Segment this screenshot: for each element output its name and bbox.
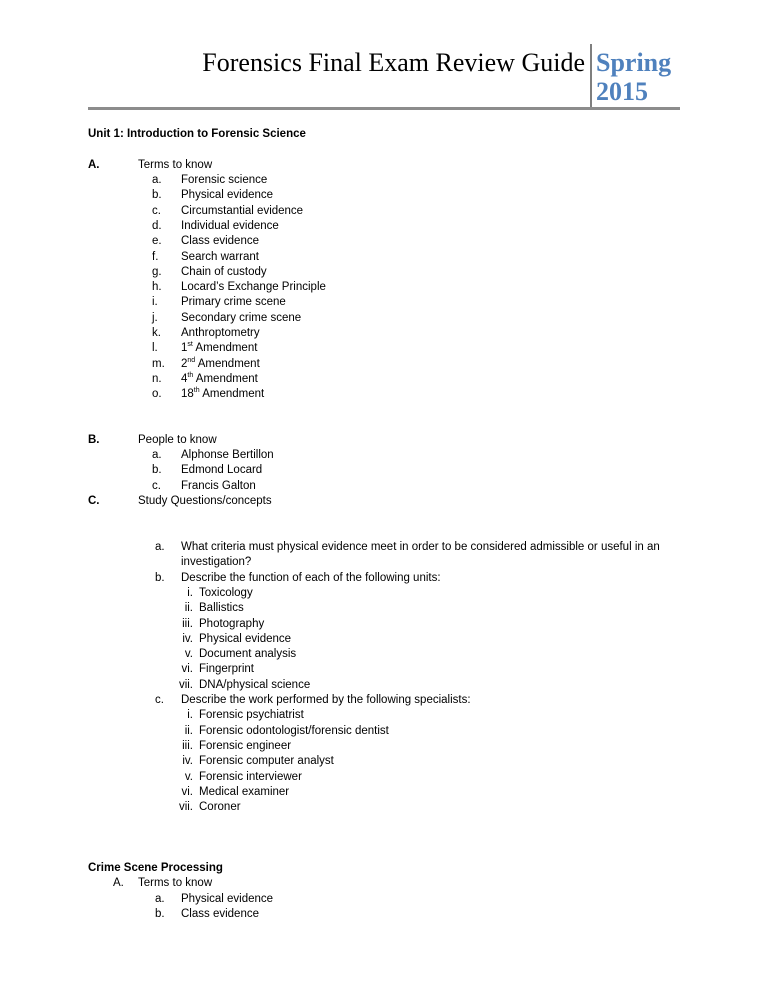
header-year: 2015 [596, 77, 648, 106]
question-marker: c. [155, 694, 164, 706]
question-subitem-marker: iii. [182, 739, 193, 752]
term-item-marker: i. [152, 296, 158, 309]
term-item-marker: b. [152, 189, 162, 202]
term-item: Primary crime scene [181, 296, 286, 309]
question-subitem-marker: iii. [182, 617, 193, 630]
term-item-rest: Amendment [199, 388, 265, 401]
section-label: Terms to know [138, 877, 213, 889]
term-item-marker: m. [152, 357, 165, 370]
header-season: Spring [596, 48, 672, 77]
question-subitem: DNA/physical science [199, 678, 311, 691]
question-subitem: Fingerprint [199, 663, 254, 676]
term-item-sup: nd [187, 356, 196, 364]
term-item-text: 1 [181, 342, 188, 355]
term-item: Class evidence [181, 908, 259, 921]
question-subitem: Forensic computer analyst [199, 755, 334, 768]
question-subitem: Ballistics [199, 602, 244, 615]
section-heading: Crime Scene Processing [88, 862, 223, 874]
person-item: Francis Galton [181, 479, 256, 492]
term-item-rest: Amendment [193, 372, 258, 385]
question-subitem: Physical evidence [199, 632, 292, 645]
section-label: Terms to know [138, 159, 213, 171]
term-item: Locard’s Exchange Principle [181, 281, 326, 294]
term-item: Physical evidence [181, 189, 274, 202]
question-subitem: Photography [199, 617, 265, 630]
term-item-text: 4 [181, 372, 188, 385]
question-marker: b. [155, 571, 165, 584]
question-subitem-marker: v. [184, 648, 193, 661]
term-item-sup: th [193, 387, 200, 395]
question-subitem: Medical examiner [199, 785, 290, 798]
term-item [181, 341, 257, 355]
person-item-marker: a. [152, 449, 162, 461]
term-item-marker: b. [155, 908, 165, 921]
question-subitem-marker: vi. [181, 785, 193, 798]
question-text: investigation? [181, 556, 252, 569]
question-subitem: Forensic odontologist/forensic dentist [199, 724, 389, 737]
header-divider [590, 44, 592, 109]
question-subitem-marker: vi. [181, 663, 193, 676]
section-label: People to know [138, 434, 217, 446]
term-item-marker: h. [152, 281, 162, 294]
term-item: Individual evidence [181, 219, 279, 232]
question-subitem-marker: iv. [182, 632, 193, 645]
question-subitem-marker: vii. [178, 801, 193, 814]
term-item-rest: Amendment [195, 357, 260, 370]
question-text: Describe the function of each of the following units: [181, 571, 441, 584]
term-item-marker: f. [152, 250, 159, 263]
term-item-sup: th [187, 371, 194, 379]
person-item: Alphonse Bertillon [181, 449, 274, 461]
term-item-marker: c. [152, 204, 161, 217]
term-item-marker: j. [152, 311, 158, 324]
question-subitem: Coroner [199, 801, 241, 814]
term-item [181, 372, 258, 386]
term-item: Anthroptometry [181, 327, 260, 339]
question-subitem-marker: iv. [182, 755, 193, 768]
term-item [181, 387, 264, 401]
term-item: Class evidence [181, 235, 259, 248]
person-item-marker: b. [152, 464, 162, 477]
term-item-marker: l. [152, 342, 158, 355]
question-subitem: Forensic psychiatrist [199, 709, 304, 722]
section-marker: C. [88, 495, 100, 507]
term-item: Search warrant [181, 250, 259, 263]
term-item-marker: n. [152, 372, 162, 385]
term-item [181, 357, 260, 371]
term-item-marker: o. [152, 388, 162, 401]
term-item-marker: a. [155, 893, 165, 905]
unit-heading: Unit 1: Introduction to Forensic Science [88, 128, 306, 140]
term-item-marker: g. [152, 265, 162, 278]
person-item: Edmond Locard [181, 464, 263, 477]
term-item-marker: d. [152, 219, 162, 232]
term-item: Forensic science [181, 174, 268, 186]
section-marker: A. [113, 877, 124, 889]
question-subitem-marker: i. [187, 709, 193, 722]
term-item-text: 2 [181, 357, 188, 370]
question-text: Describe the work performed by the following specialists: [181, 694, 471, 706]
term-item-sup: st [187, 341, 193, 349]
question-subitem: Forensic interviewer [199, 770, 302, 783]
section-label: Study Questions/concepts [138, 495, 272, 507]
question-subitem: Forensic engineer [199, 739, 292, 752]
term-item: Physical evidence [181, 893, 274, 905]
section-marker: B. [88, 434, 100, 446]
term-item: Chain of custody [181, 265, 267, 278]
person-item-marker: c. [152, 479, 161, 492]
term-item: Circumstantial evidence [181, 204, 304, 217]
term-item-marker: e. [152, 235, 162, 248]
question-subitem-marker: v. [184, 770, 193, 783]
term-item-marker: k. [152, 327, 161, 339]
question-subitem-marker: ii. [184, 602, 193, 615]
question-marker: a. [155, 541, 165, 553]
question-subitem-marker: vii. [178, 678, 193, 691]
document-title: Forensics Final Exam Review Guide [202, 48, 585, 77]
term-item: Secondary crime scene [181, 311, 302, 324]
term-item-text: 18 [181, 388, 194, 401]
section-marker: A. [88, 159, 100, 171]
header-rule [88, 107, 680, 110]
question-subitem: Document analysis [199, 648, 297, 661]
question-subitem: Toxicology [199, 586, 253, 599]
question-text: What criteria must physical evidence meet in order to be considered admissible or useful in an [181, 541, 660, 553]
question-subitem-marker: ii. [184, 724, 193, 737]
term-item-marker: a. [152, 174, 162, 186]
question-subitem-marker: i. [187, 586, 193, 599]
term-item-rest: Amendment [192, 342, 258, 355]
